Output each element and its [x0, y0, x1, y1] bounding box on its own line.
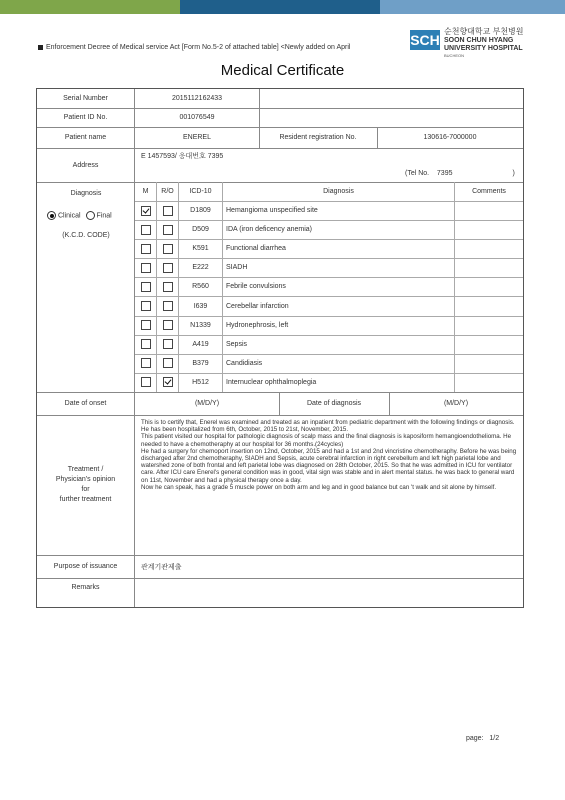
m-checkbox[interactable] — [141, 282, 151, 292]
m-checkbox[interactable] — [141, 263, 151, 273]
diagnosis-date-label: Date of diagnosis — [279, 392, 390, 415]
serial-row — [37, 89, 523, 109]
icd-code: I639 — [179, 297, 223, 316]
clinical-radio[interactable] — [47, 211, 56, 220]
kcd-label: (K.C.D. CODE) — [62, 232, 110, 239]
icd-code: N1339 — [179, 316, 223, 335]
tel-label: (Tel No. — [405, 170, 430, 177]
resident-value: 130616-7000000 — [423, 134, 477, 141]
m-checkbox[interactable] — [141, 301, 151, 311]
patient-name-label: Patient name — [37, 127, 135, 148]
treatment-label-1: Treatment / — [67, 466, 104, 473]
comment-cell — [455, 335, 523, 354]
comment-cell — [455, 258, 523, 277]
patient-name-value: ENEREL — [135, 127, 260, 148]
comment-cell — [455, 316, 523, 335]
m-cell — [135, 354, 157, 373]
icd-code: B379 — [179, 354, 223, 373]
diagnosis-row — [135, 354, 523, 374]
logo-korean: 순천향대학교 부천병원 — [444, 27, 524, 36]
opinion-paragraph: He had a surgery for chemoport insertion on 12nd, October, 2015 and had a 1st and 2nd vincristine chemotheraphy. Before he was being discharged after 2nd chemotheraphy, SIADH and Sepsis, acute cerebral infarction in right cerebellum and left high parietal lobe and watershed zone of both frontal and left parietal lobe was diagnosed on 28th October, 2015. So that he was admitted in ICU for ventilator care. After ICU care Enerel's general condition was in good, vital sign was stable and in alert mental status. he was back to general ward on 11st, November and had a physical therapy once a day. — [141, 447, 517, 484]
color-bar-navy — [180, 0, 380, 14]
m-cell — [135, 316, 157, 335]
ro-checkbox[interactable] — [163, 206, 173, 216]
col-comments: Comments — [472, 188, 506, 195]
ro-cell — [157, 354, 179, 373]
m-cell — [135, 277, 157, 296]
m-cell — [135, 220, 157, 239]
onset-value: (M/D/Y) — [135, 392, 280, 415]
serial-label: Serial Number — [37, 89, 135, 108]
diagnosis-label: Diagnosis — [70, 190, 102, 197]
diagnosis-text: Cerebellar infarction — [223, 297, 455, 316]
treatment-label-2: Physician's opinion — [55, 476, 116, 483]
logo-line3: BUCHEON — [444, 53, 465, 58]
purpose-value: 관계기관제출 — [141, 564, 182, 571]
page-label: page: — [466, 735, 484, 742]
logo-line2: UNIVERSITY HOSPITAL — [444, 45, 523, 52]
ro-cell — [157, 373, 179, 392]
diagnosis-row — [135, 297, 523, 317]
diagnosis-text: Sepsis — [223, 335, 455, 354]
tel-value: 7395 — [436, 170, 453, 177]
diagnosis-row — [135, 258, 523, 278]
diagnosis-row — [135, 316, 523, 336]
opinion-paragraph: He has been hospitalized from 6th, October, 2015 to 21st, November, 2015. — [141, 426, 349, 434]
treatment-label-4: further treatment — [59, 496, 112, 503]
ro-checkbox[interactable] — [163, 225, 173, 235]
page-title: Medical Certificate — [220, 62, 345, 79]
page-number — [466, 735, 499, 742]
ro-checkbox[interactable] — [163, 320, 173, 330]
patient-name-row — [37, 127, 523, 149]
hospital-logo — [410, 22, 540, 62]
onset-label: Date of onset — [37, 392, 135, 415]
top-color-bar — [0, 0, 565, 14]
color-bar-blue — [380, 0, 565, 14]
ro-cell — [157, 220, 179, 239]
decree-text: Enforcement Decree of Medical service Act [Form No.5-2 of attached table] <Newly added on April — [46, 44, 351, 51]
m-cell — [135, 335, 157, 354]
comment-cell — [455, 201, 523, 220]
col-ro: R/O — [157, 182, 179, 201]
opinion-paragraph: This patient visited our hospital for pathologic diagnosis of scalp mass and the final diagnosis is kaposiform hemangioendothelioma. He needed to have a chemotheraphy at our hospital for 36 months.(24cycles) — [141, 433, 512, 448]
m-checkbox[interactable] — [141, 225, 151, 235]
ro-cell — [157, 277, 179, 296]
ro-checkbox[interactable] — [163, 263, 173, 273]
col-m: M — [135, 182, 157, 201]
diagnosis-row — [135, 335, 523, 355]
ro-checkbox[interactable] — [163, 244, 173, 254]
resident-label: Resident registration No. — [259, 127, 378, 148]
diagnosis-text: Candidiasis — [223, 354, 455, 373]
treatment-row — [37, 415, 523, 556]
m-checkbox[interactable] — [141, 339, 151, 349]
comment-cell — [455, 354, 523, 373]
ro-checkbox[interactable] — [163, 282, 173, 292]
ro-checkbox[interactable] — [163, 301, 173, 311]
purpose-row — [37, 555, 523, 579]
ro-cell — [157, 239, 179, 258]
address-row — [37, 148, 523, 183]
decree-header — [38, 44, 350, 51]
m-checkbox[interactable] — [141, 358, 151, 368]
opinion-paragraph: This is to certify that, Enerel was examined and treated as an inpatient from pediatric department with the following findings or diagnosis. — [141, 419, 515, 426]
ro-cell — [157, 297, 179, 316]
ro-checkbox[interactable] — [163, 358, 173, 368]
diagnosis-text: Hemangioma unspecified site — [223, 201, 455, 220]
ro-checkbox[interactable] — [163, 377, 173, 387]
comment-cell — [455, 277, 523, 296]
ro-cell — [157, 258, 179, 277]
diagnosis-header-row — [135, 182, 523, 202]
diagnosis-text: Hydronephrosis, left — [223, 316, 455, 335]
logo-mark: SCH — [410, 32, 440, 48]
comment-cell — [455, 239, 523, 258]
diagnosis-date-value: (M/D/Y) — [443, 400, 469, 407]
tel-close: ) — [512, 170, 515, 177]
diagnosis-text: Febrile convulsions — [223, 277, 455, 296]
icd-code: R560 — [179, 277, 223, 296]
m-checkbox[interactable] — [141, 320, 151, 330]
comment-cell — [455, 373, 523, 392]
diagnosis-type — [47, 211, 112, 220]
m-cell — [135, 239, 157, 258]
treatment-label — [37, 415, 135, 555]
final-label: Final — [96, 212, 112, 220]
clinical-label: Clinical — [58, 212, 81, 220]
icd-code: H512 — [179, 373, 223, 392]
m-cell — [135, 373, 157, 392]
purpose-label: Purpose of issuance — [37, 555, 135, 578]
patient-id-label: Patient ID No. — [37, 108, 135, 127]
m-checkbox[interactable] — [141, 244, 151, 254]
diagnosis-row — [135, 201, 523, 221]
comment-cell — [455, 297, 523, 316]
icd-code: E222 — [179, 258, 223, 277]
page-value: 1/2 — [489, 735, 500, 742]
treatment-label-3: for — [81, 486, 90, 493]
m-cell — [135, 297, 157, 316]
icd-code: D1809 — [179, 201, 223, 220]
m-cell — [135, 201, 157, 220]
diagnosis-row — [135, 239, 523, 259]
icd-code: A419 — [179, 335, 223, 354]
square-bullet-icon — [38, 45, 43, 50]
physician-opinion — [141, 419, 519, 491]
m-checkbox[interactable] — [141, 206, 151, 216]
diagnosis-row — [135, 220, 523, 240]
ro-cell — [157, 316, 179, 335]
m-cell — [135, 258, 157, 277]
onset-row — [37, 392, 523, 416]
diagnosis-row — [135, 277, 523, 297]
opinion-paragraph: Now he can speak, has a grade 5 muscle power on both arm and leg and in good balance but can 't walk and sit alone by himself. — [141, 483, 497, 491]
tel-field — [405, 170, 515, 177]
diagnosis-label-cell — [37, 182, 135, 392]
comment-cell — [455, 220, 523, 239]
col-icd: ICD-10 — [179, 182, 223, 201]
ro-checkbox[interactable] — [163, 339, 173, 349]
diagnosis-row — [135, 373, 523, 392]
remarks-row — [37, 578, 523, 607]
address-label: Address — [37, 148, 135, 182]
m-checkbox[interactable] — [141, 377, 151, 387]
diagnosis-text: Internuclear ophthalmoplegia — [223, 373, 455, 392]
address-value: E 1457593/ 응대번호 7395 — [141, 153, 224, 160]
diagnosis-text: Functional diarrhea — [223, 239, 455, 258]
logo-line1: SOON CHUN HYANG — [444, 37, 514, 44]
certificate-form — [36, 88, 524, 608]
ro-cell — [157, 201, 179, 220]
serial-value: 2015112162433 — [135, 89, 260, 108]
remarks-label: Remarks — [37, 578, 135, 607]
diagnosis-text: SIADH — [223, 258, 455, 277]
diagnosis-block — [37, 182, 523, 393]
final-radio[interactable] — [86, 211, 95, 220]
icd-code: D509 — [179, 220, 223, 239]
diagnosis-text: IDA (iron deficency anemia) — [223, 220, 455, 239]
patient-id-row — [37, 108, 523, 128]
color-bar-green — [0, 0, 180, 14]
patient-id-value: 001076549 — [135, 108, 260, 127]
col-diagnosis: Diagnosis — [223, 182, 455, 201]
ro-cell — [157, 335, 179, 354]
icd-code: K591 — [179, 239, 223, 258]
